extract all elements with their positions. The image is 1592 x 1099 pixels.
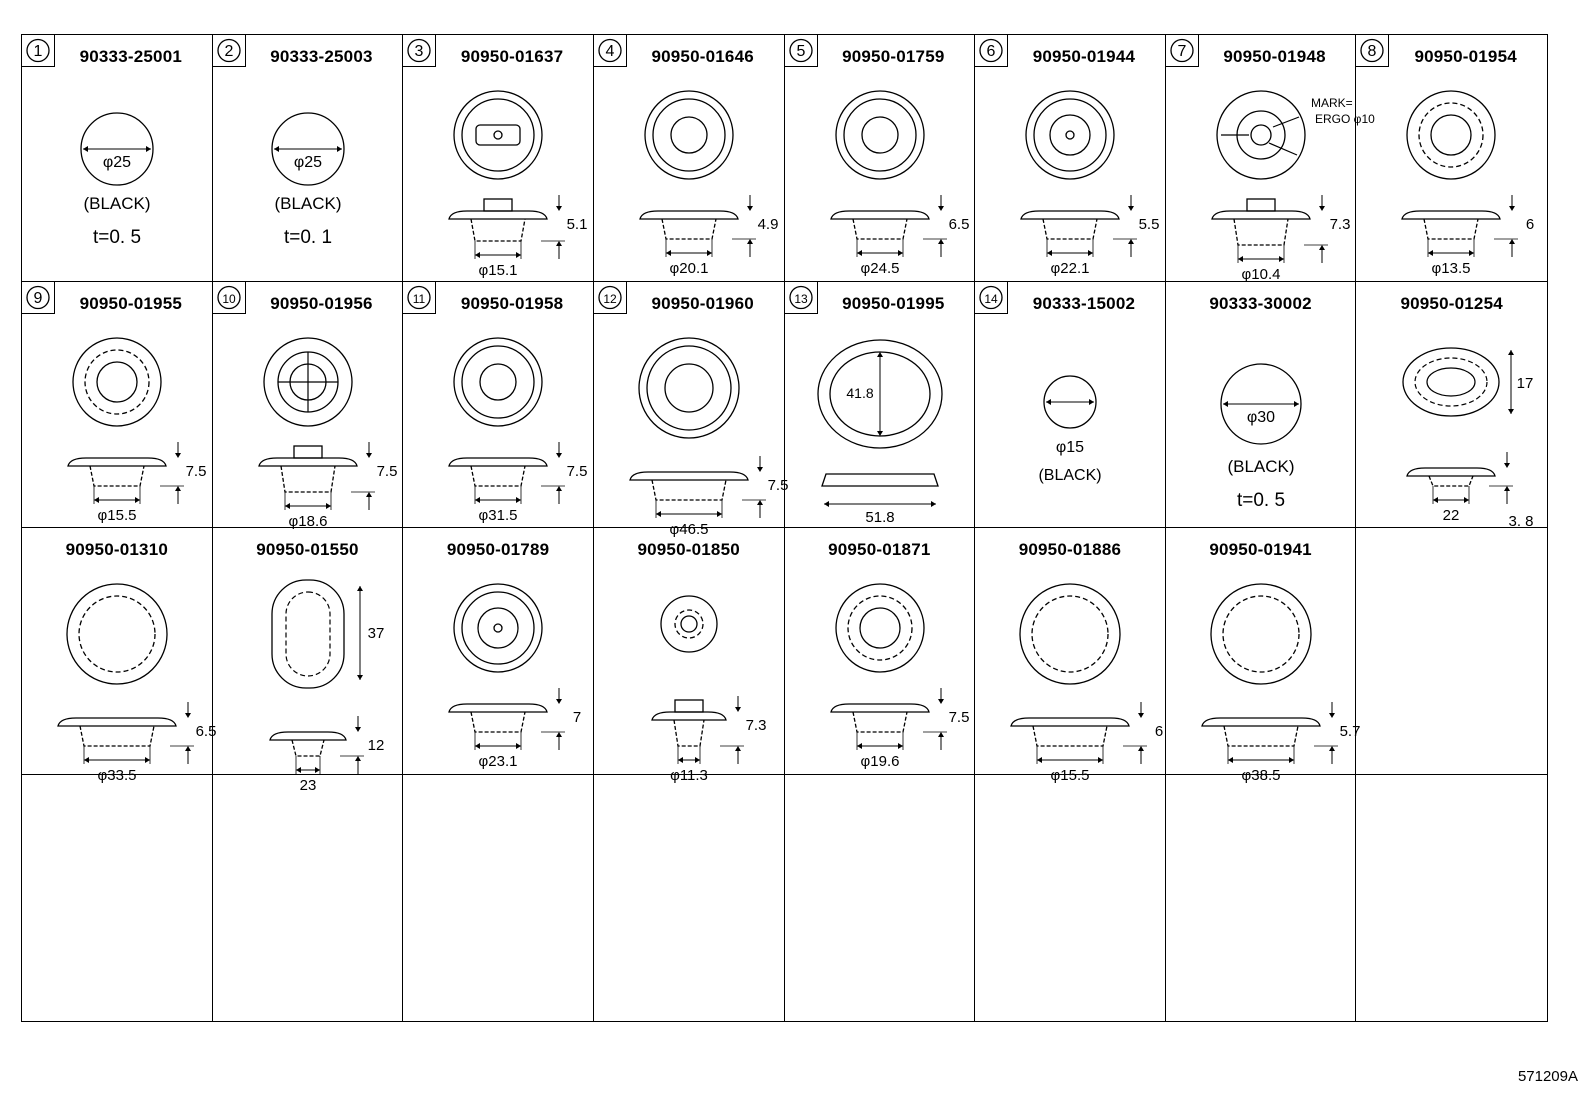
grommet-side-profile [831,704,929,732]
index-badge [594,35,627,67]
part-cell [403,35,594,282]
grommet-side-profile [259,446,357,492]
height-dimension: 7.5 [566,462,588,480]
diameter-dimension: φ18.6 [288,512,328,530]
part-cell [1166,35,1375,283]
height-dimension: 5.7 [1339,723,1361,740]
diameter-dimension: φ24.5 [860,260,899,277]
height-dimension: 4.9 [757,216,779,233]
empty-cell [975,775,1166,1022]
grommet-side-profile [1021,211,1119,239]
part-drawing [1356,69,1546,279]
index-badge [594,282,627,314]
diameter-dimension: φ46.5 [669,520,709,538]
empty-cell [22,775,213,1022]
index-badge [975,35,1008,67]
part-number: 90950-01955 [79,293,183,313]
diameter-dimension: φ15.5 [97,506,137,524]
grommet-side-profile [640,211,738,239]
part-drawing [785,562,975,772]
index-number: 11 [413,291,426,306]
part-number: 90950-01948 [1223,47,1326,66]
empty-cell [213,775,404,1022]
grommet-side-profile [449,704,547,732]
part-drawing [1166,562,1361,784]
index-number: 3 [414,43,424,60]
diameter-dimension: φ11.3 [669,767,708,784]
diameter-dimension: φ23.1 [478,753,518,770]
diameter-dimension: φ25 [293,154,322,171]
index-number: 8 [1367,43,1377,60]
height-dimension: 6 [1526,216,1535,233]
diameter-dimension: φ38.5 [1241,767,1281,784]
part-number: 90950-01646 [651,47,754,66]
grommet-side-profile [1402,211,1500,239]
height-dimension: 12 [367,737,384,754]
part-cell [594,528,785,784]
index-number: 5 [796,43,805,60]
index-badge [785,35,818,67]
index-badge [213,282,246,314]
index-number: 13 [793,291,808,306]
part-cell [1166,528,1361,784]
part-drawing [22,562,217,784]
part-number: 90950-01759 [842,47,945,66]
part-cell [975,282,1166,529]
diameter-dimension: φ15.5 [1050,767,1090,784]
part-number: 90950-01995 [842,293,945,313]
height-dimension: 37 [367,625,384,642]
index-number: 4 [605,43,615,60]
index-number: 7 [1177,43,1187,60]
part-cell [975,528,1166,784]
index-number: 12 [603,291,617,306]
part-cell [594,35,785,282]
grommet-side-profile [270,732,346,756]
part-number: 90950-01886 [1018,540,1122,559]
mark-note: ERGO φ10 [1314,112,1375,126]
height-dimension: 7.5 [185,462,207,480]
part-cell [1166,282,1357,529]
part-drawing [975,562,1165,784]
height-dimension: 41.8 [845,384,874,401]
height-dimension: 6.5 [948,216,969,233]
index-number: 10 [221,291,236,306]
diameter-dimension: φ13.5 [1431,260,1471,277]
grommet-side-profile [1212,199,1310,245]
part-number: 90950-01310 [65,540,169,559]
height-dimension: 5.5 [1138,216,1160,233]
part-drawing [403,69,593,279]
grommet-side-profile [630,472,748,500]
part-number: 90333-15002 [1032,293,1136,313]
empty-cell [1356,775,1547,1022]
thickness-note: t=0. 5 [92,227,142,248]
color-note: (BLACK) [1227,456,1295,476]
mark-note: MARK= [1310,96,1353,110]
part-number: 90950-01871 [828,540,931,559]
grommet-side-profile [449,458,547,486]
index-number: 2 [224,43,234,60]
index-badge [22,35,55,67]
part-cell [403,282,594,529]
thickness-note: t=0. 1 [283,227,332,248]
part-cell [594,282,789,538]
part-drawing [1166,316,1356,526]
part-number: 90950-01944 [1032,47,1136,66]
empty-cell [403,775,594,1022]
width-dimension: 51.8 [864,508,895,526]
thickness-note: t=0. 5 [1236,489,1285,511]
part-drawing [22,316,212,526]
part-number: 90950-01789 [446,540,550,559]
diameter-dimension: 22 [1443,506,1460,524]
grommet-side-profile [1202,718,1320,746]
index-number: 1 [33,43,43,60]
part-drawing [594,562,784,784]
part-number: 90950-01550 [256,540,359,559]
part-drawing [213,69,403,279]
part-number: 90950-01958 [460,293,564,313]
part-cell [1356,282,1547,529]
diameter-dimension: φ33.5 [97,767,137,784]
empty-cell [1356,528,1547,775]
height-dimension: 6.5 [195,723,217,740]
diameter-dimension: φ30 [1246,408,1275,426]
part-drawing [785,316,975,526]
part-number: 90333-25001 [79,47,183,66]
part-drawing [22,69,212,279]
part-cell [785,282,976,529]
part-cell [213,35,404,282]
grommet-side-profile [58,718,176,746]
part-drawing [403,316,593,526]
part-cell [785,528,976,775]
part-number: 90950-01637 [460,47,564,66]
index-badge [213,35,246,67]
empty-cell [1166,775,1357,1022]
diameter-dimension: 23 [299,777,316,794]
color-note: (BLACK) [274,194,342,213]
diameter-dimension: φ22.1 [1050,260,1090,277]
diameter-dimension: φ25 [102,154,132,171]
part-drawing [975,69,1165,279]
part-cell [975,35,1166,282]
part-drawing [975,316,1165,526]
height-dimension: 7.3 [1329,216,1351,233]
grommet-side-profile [449,199,547,241]
height-dimension: 17 [1517,374,1534,392]
empty-cell [785,775,976,1022]
height-dimension: 7.5 [767,476,789,494]
diameter-dimension: φ20.1 [669,260,709,277]
height-dimension: 6 [1154,723,1164,740]
part-cell [22,528,217,784]
grommet-side-profile [1011,718,1129,746]
height-dimension: 7.3 [745,717,767,734]
diameter-dimension: φ19.6 [860,753,899,770]
index-badge [22,282,55,314]
height-dimension: 7 [573,709,582,726]
height-dimension: 7.5 [376,462,398,480]
grommet-side-profile [68,458,166,486]
part-cell [22,282,213,529]
diameter-dimension: φ15.1 [478,262,518,279]
height-dimension: 7.5 [948,709,969,726]
part-drawing [1356,316,1546,530]
color-note: (BLACK) [83,194,151,213]
index-number: 6 [986,43,996,60]
index-badge [403,35,436,67]
part-drawing [785,69,975,279]
part-number: 90333-25003 [270,47,373,66]
part-number: 90950-01254 [1400,293,1503,313]
part-drawing [1166,69,1375,283]
empty-cell [594,775,785,1022]
part-cell [1356,35,1547,282]
part-number: 90950-01954 [1414,47,1517,66]
index-badge [1356,35,1389,67]
part-number: 90333-30002 [1209,293,1312,313]
part-number: 90950-01941 [1209,540,1312,559]
grommet-side-profile [1407,468,1495,486]
part-cell [213,282,404,529]
part-drawing [594,69,784,279]
part-number: 90950-01850 [637,540,740,559]
diameter-dimension: φ31.5 [478,506,518,524]
thickness-dimension: 3. 8 [1508,512,1534,530]
part-cell [213,528,404,794]
index-badge [1166,35,1199,67]
index-badge [785,282,818,314]
index-number: 14 [984,291,998,306]
index-badge [975,282,1008,314]
part-drawing [403,562,593,772]
index-number: 9 [33,289,43,307]
index-badge [403,282,436,314]
diameter-dimension: φ10.4 [1241,266,1281,283]
height-dimension: 5.1 [566,216,588,233]
part-cell [22,35,213,282]
part-drawing [594,316,789,538]
illustration-code: 571209A [1517,1068,1578,1085]
part-cell [403,528,594,775]
diameter-dimension: φ15 [1056,438,1085,456]
parts-grid [21,34,1548,1022]
grommet-side-profile [652,700,726,746]
part-number: 90950-01956 [270,293,373,313]
color-note: (BLACK) [1038,466,1102,484]
part-drawing [213,562,403,794]
part-number: 90950-01960 [651,293,754,313]
part-cell [785,35,976,282]
part-drawing [213,316,403,530]
grommet-side-profile [831,211,929,239]
